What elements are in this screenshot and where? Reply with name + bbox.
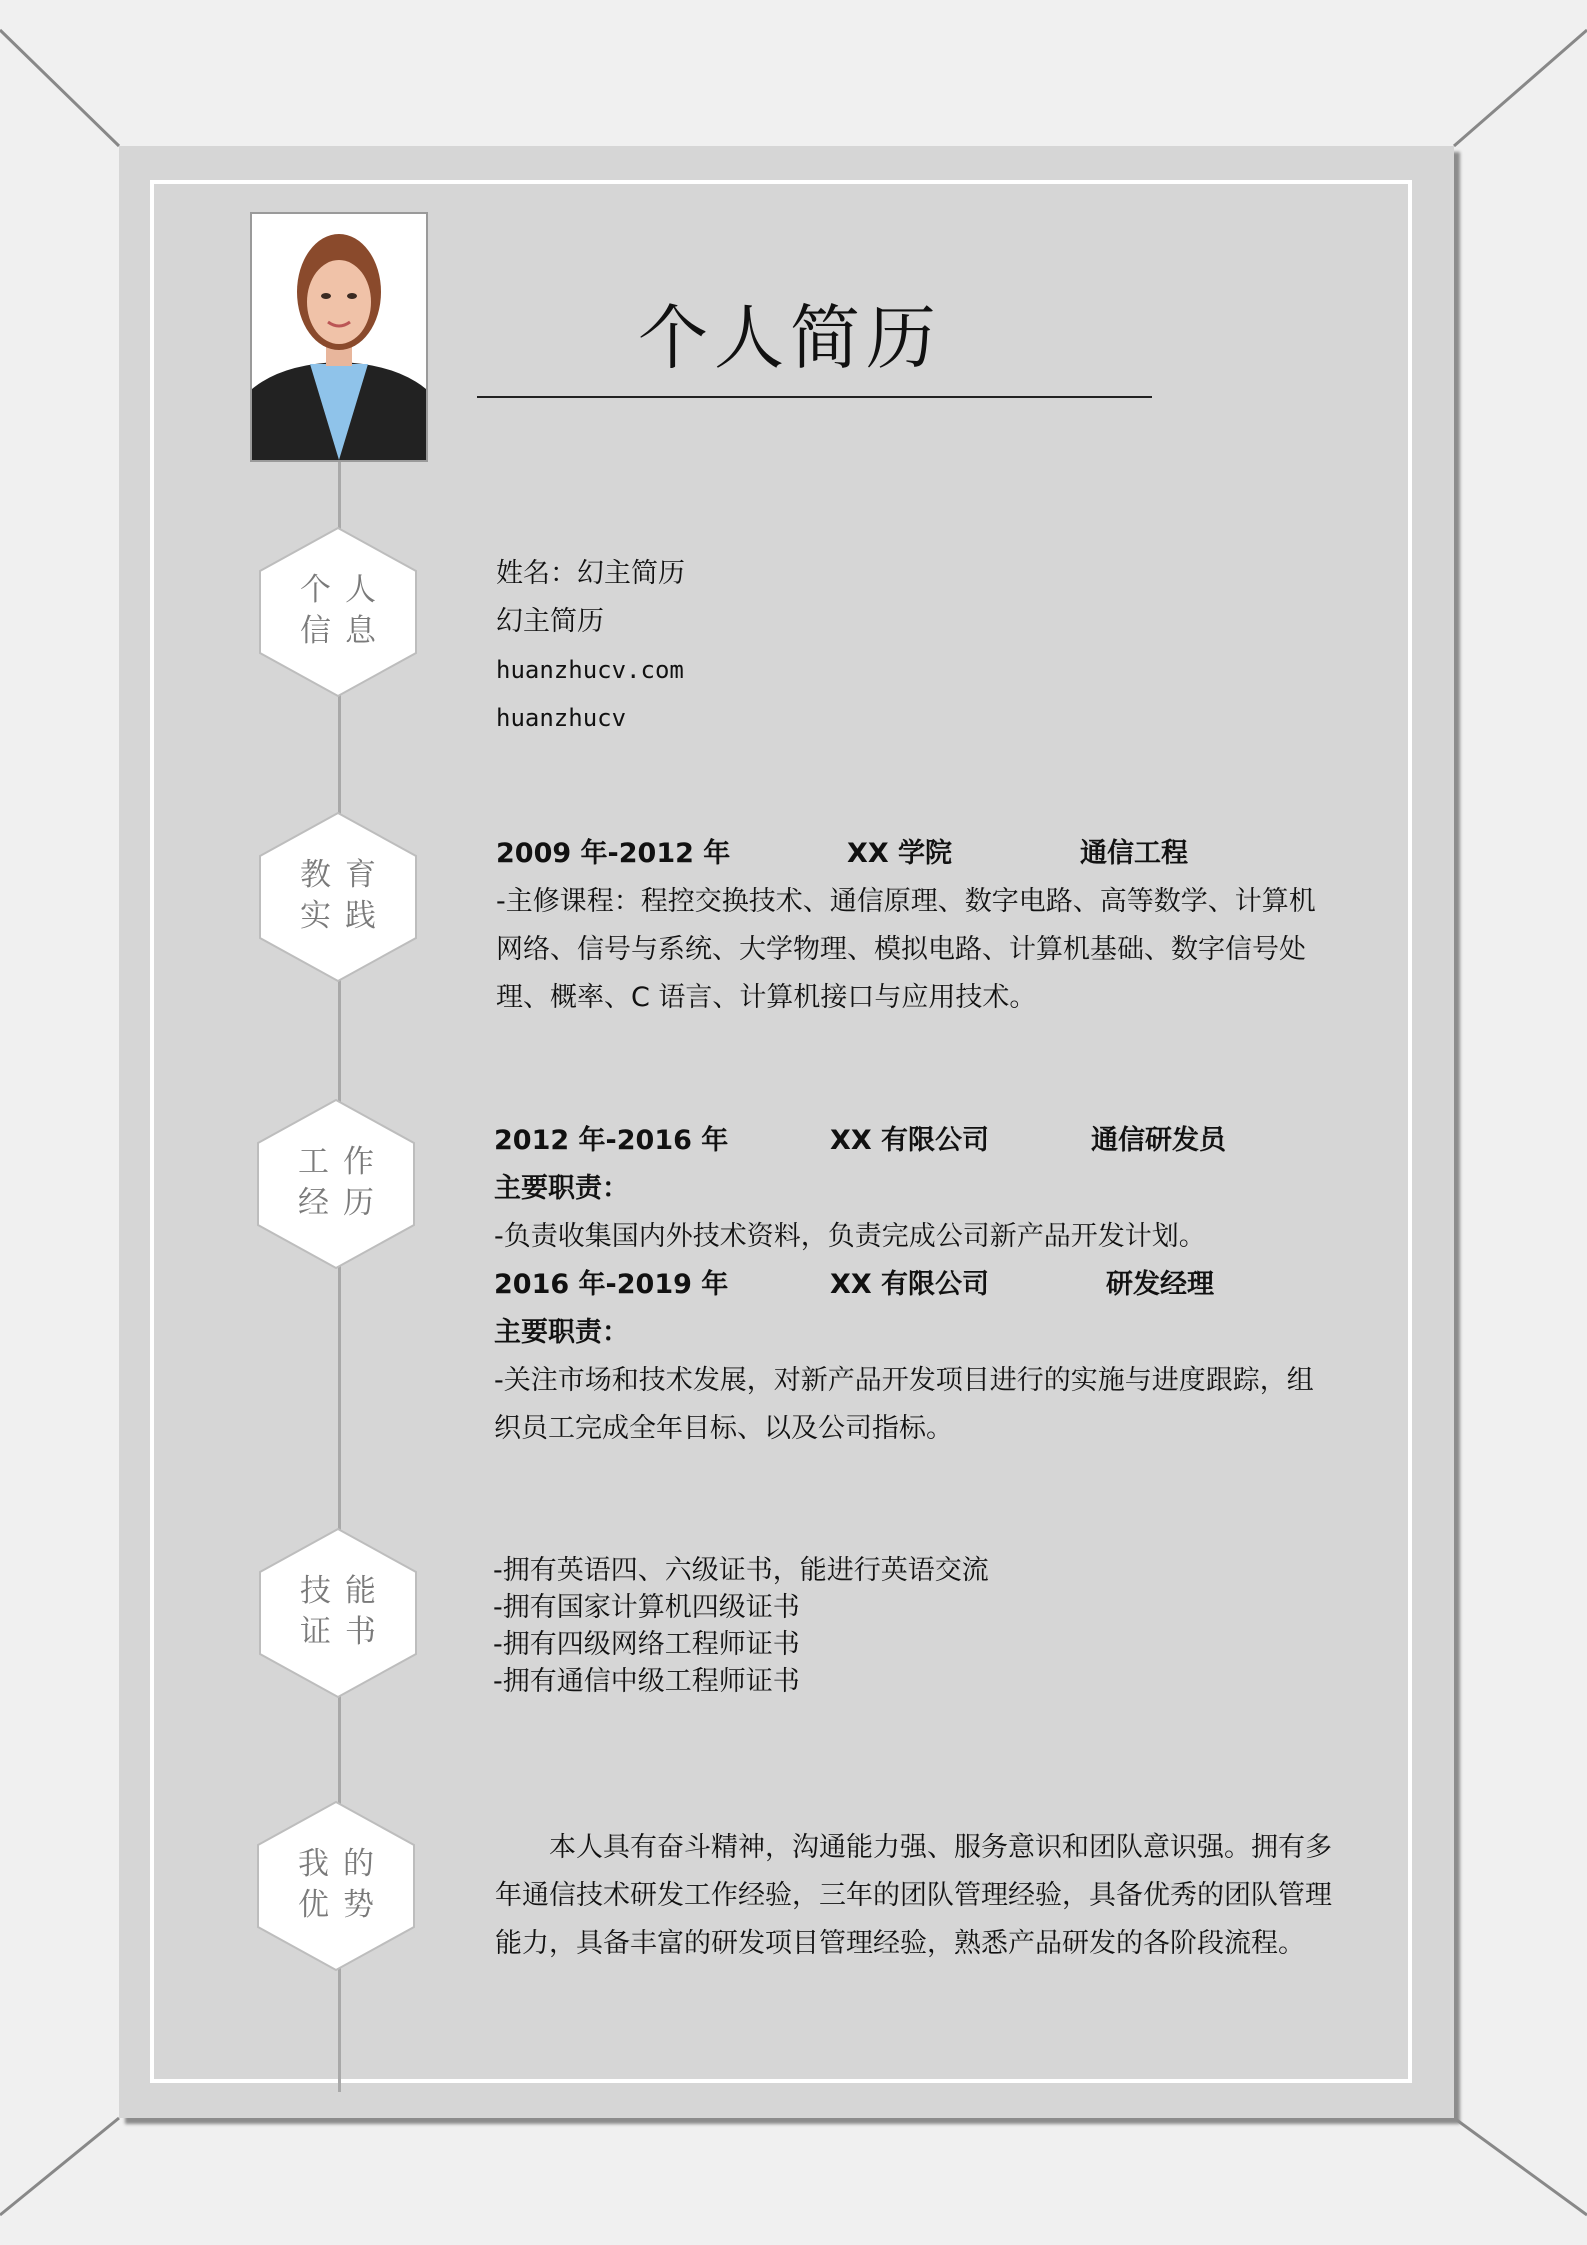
section-label: 实践 — [300, 898, 390, 934]
work-period: 2012 年-2016 年 — [494, 1125, 729, 1156]
advantages-text: 本人具有奋斗精神，沟通能力强、服务意识和团队意识强。拥有多年通信技术研发工作经验，三年的团队管理经验，具备优秀的团队管理能力，具备丰富的研发项目管理经验，熟悉产品研发的各阶段流程。 — [495, 1832, 1332, 1959]
work-role: 研发经理 — [1106, 1269, 1214, 1300]
section-label: 证书 — [300, 1614, 390, 1650]
section-label: 我的 — [298, 1846, 388, 1882]
work-period: 2016 年-2019 年 — [494, 1269, 729, 1300]
section-label: 信息 — [300, 613, 390, 649]
list-item: -拥有通信中级工程师证书 — [493, 1666, 800, 1697]
education-period: 2009 年-2012 年 — [496, 838, 731, 869]
section-label: 教育 — [300, 857, 390, 893]
work-duty-label: 主要职责： — [494, 1317, 629, 1348]
personal-name: 姓名：幻主简历 — [496, 558, 685, 589]
personal-website: huanzhucv.com — [496, 656, 684, 684]
section-marker-personal — [258, 526, 418, 698]
work-company: XX 有限公司 — [830, 1125, 990, 1156]
profile-photo — [250, 212, 428, 462]
work-role: 通信研发员 — [1091, 1125, 1226, 1156]
personal-line2: 幻主简历 — [496, 606, 604, 637]
section-label: 优势 — [298, 1887, 388, 1923]
work-duty-label: 主要职责： — [494, 1173, 629, 1204]
education-major: 通信工程 — [1080, 838, 1188, 869]
section-label: 经历 — [298, 1185, 388, 1221]
section-label: 技能 — [300, 1573, 390, 1609]
education-school: XX 学院 — [847, 838, 953, 869]
list-item: -拥有国家计算机四级证书 — [493, 1592, 800, 1623]
section-marker-advantages — [256, 1800, 416, 1972]
work-company: XX 有限公司 — [830, 1269, 990, 1300]
section-label: 工作 — [298, 1144, 388, 1180]
skills-list — [493, 1552, 989, 1700]
section-label: 个人 — [300, 572, 390, 608]
list-item: -拥有四级网络工程师证书 — [493, 1629, 800, 1660]
section-marker-work — [256, 1098, 416, 1270]
section-marker-education — [258, 811, 418, 983]
list-item: -拥有英语四、六级证书，能进行英语交流 — [493, 1555, 989, 1586]
title-underline — [477, 396, 1152, 398]
work-duty: -负责收集国内外技术资料，负责完成公司新产品开发计划。 — [494, 1221, 1206, 1252]
section-marker-skills — [258, 1527, 418, 1699]
personal-handle: huanzhucv — [496, 704, 627, 732]
work-duty: -关注市场和技术发展，对新产品开发项目进行的实施与进度跟踪，组织员工完成全年目标、以及公司指标。 — [494, 1365, 1314, 1444]
page-title: 个人简历 — [638, 297, 942, 379]
education-courses: -主修课程：程控交换技术、通信原理、数字电路、高等数学、计算机网络、信号与系统、大学物理、模拟电路、计算机基础、数字信号处理、概率、C 语言、计算机接口与应用技术。 — [496, 886, 1316, 1013]
